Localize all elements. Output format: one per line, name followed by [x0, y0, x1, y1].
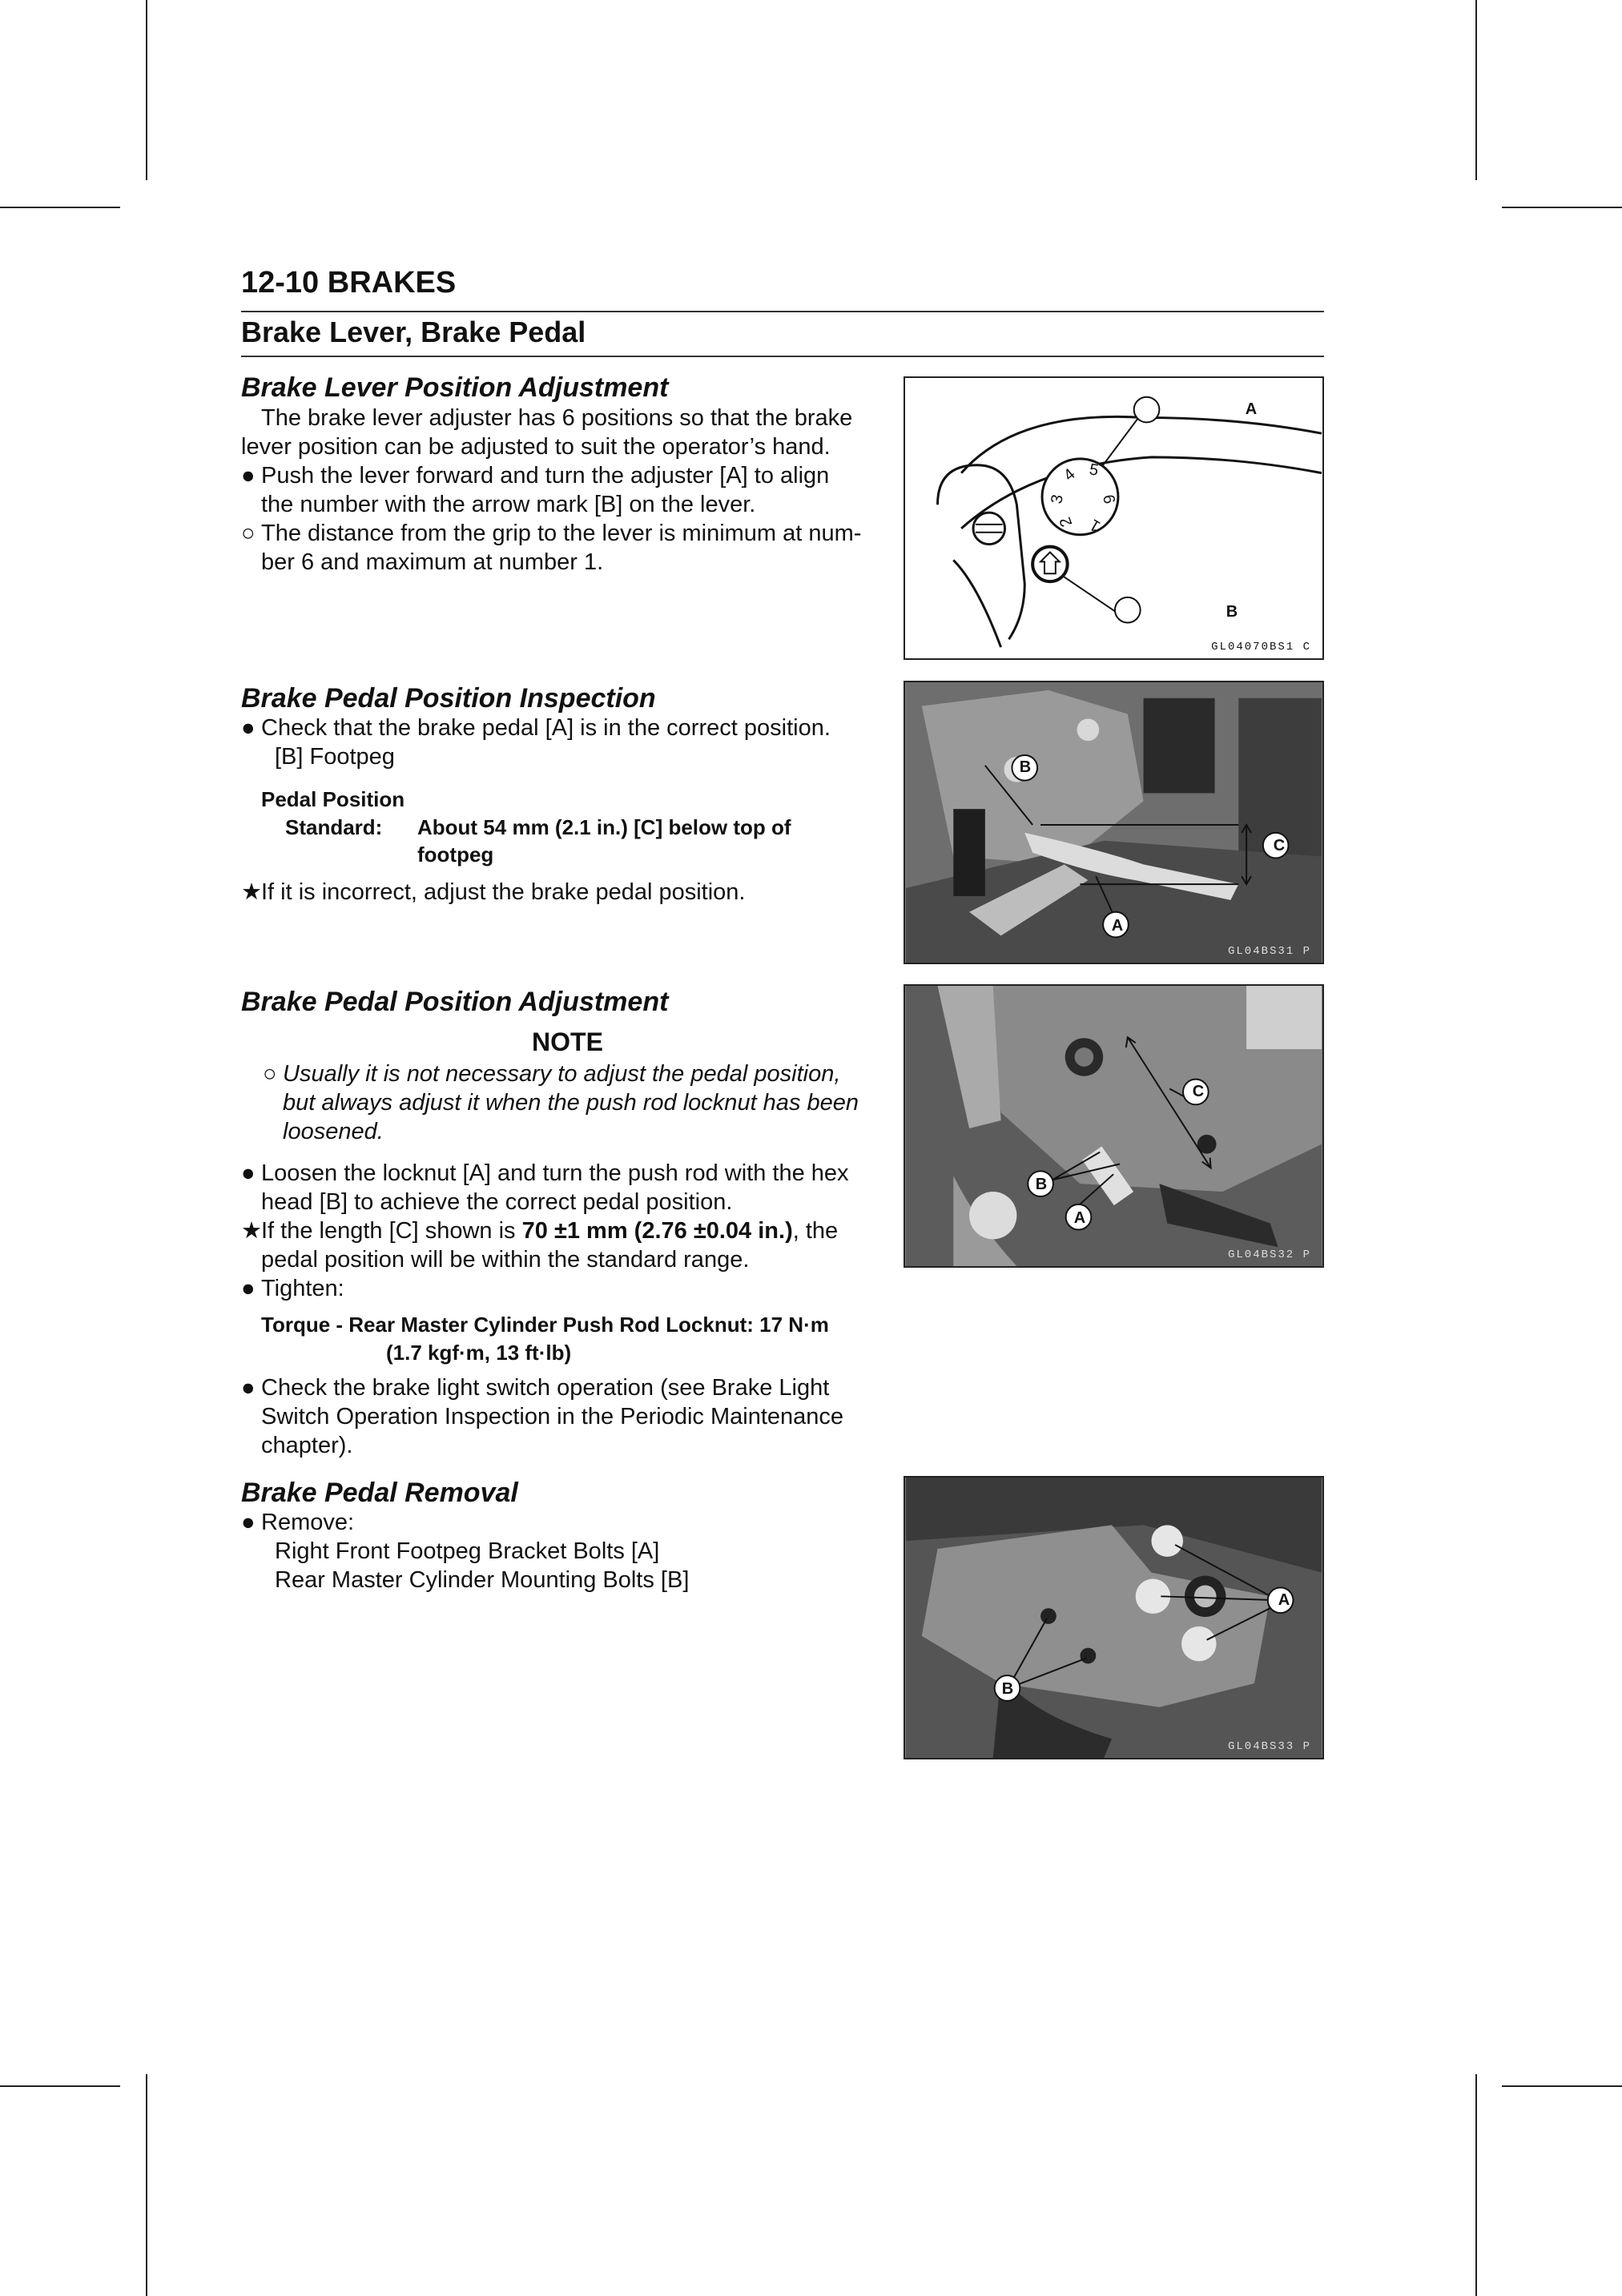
sub-circle-icon: ○: [263, 1061, 277, 1087]
bullet-text: Push the lever forward and turn the adjuster [A] to align: [261, 463, 830, 489]
torque-spec-cont: (1.7 kgf·m, 13 ft·lb): [386, 1341, 572, 1365]
callout-label-b: B: [1001, 1680, 1014, 1698]
section-title-pedal-inspection: Brake Pedal Position Inspection: [241, 683, 656, 714]
bullet-text-cont: Switch Operation Inspection in the Periodic Maintenance: [261, 1404, 844, 1429]
figure-pedal-removal-bolts: [904, 1476, 1324, 1759]
removal-item: Rear Master Cylinder Mounting Bolts [B]: [275, 1567, 690, 1593]
spec-value-cont: footpeg: [417, 842, 494, 867]
dial-number: 5: [1088, 460, 1101, 480]
star-text-cont: pedal position will be within the standard range.: [261, 1247, 750, 1273]
sub-text: The distance from the grip to the lever is minimum at num-: [261, 521, 862, 546]
push-rod-photo: [905, 986, 1322, 1266]
figure-code: GL04070BS1 C: [1211, 641, 1311, 653]
note-line: loosened.: [283, 1119, 384, 1144]
crop-mark: [146, 0, 147, 180]
dial-number: 2: [1056, 514, 1077, 529]
dial-number: 1: [1086, 515, 1104, 536]
section-title-pedal-removal: Brake Pedal Removal: [241, 1478, 518, 1508]
crop-mark: [0, 207, 120, 208]
page-header: 12-10 BRAKES: [241, 266, 457, 300]
star-text: If it is incorrect, adjust the brake pedal position.: [261, 879, 746, 905]
subheader-rule: [241, 356, 1324, 357]
star-text-bold: 70 ±1 mm (2.76 ±0.04 in.): [521, 1218, 793, 1244]
pedal-inspection-text: [241, 714, 874, 771]
spec-label: Standard:: [285, 815, 383, 839]
callout-label-a: A: [1245, 400, 1258, 418]
bullet-item: [241, 461, 874, 490]
crop-mark: [1502, 2085, 1622, 2087]
callout-label-a: A: [1111, 917, 1124, 935]
crop-mark: [1475, 2074, 1477, 2296]
pedal-adjustment-text: [241, 1159, 874, 1303]
star-text: , the: [792, 1218, 839, 1244]
callout-label-b: B: [1035, 1176, 1048, 1193]
page-subheader: Brake Lever, Brake Pedal: [241, 316, 586, 348]
bullet-text-cont: the number with the arrow mark [B] on the lever.: [261, 492, 756, 517]
note-title: NOTE: [532, 1027, 603, 1056]
dial-number: 3: [1048, 493, 1067, 505]
figure-code: GL04BS32 P: [1227, 1249, 1311, 1261]
pedal-removal-text: [241, 1508, 874, 1594]
callout-label-c: C: [1192, 1083, 1205, 1100]
lever-drawing: [905, 378, 1322, 658]
bullet-dot-icon: ●: [241, 463, 256, 489]
bullet-dot-icon: ●: [241, 1276, 256, 1301]
figure-code: GL04BS33 P: [1227, 1740, 1311, 1753]
crop-mark: [0, 2085, 120, 2087]
figure-brake-lever-adjuster: [904, 376, 1324, 660]
bullet-dot-icon: ●: [241, 1375, 256, 1401]
note-line: Usually it is not necessary to adjust the pedal position,: [283, 1061, 841, 1087]
bullet-text: Remove:: [261, 1510, 355, 1535]
star-icon: ★: [241, 879, 262, 905]
callout-label-a: A: [1278, 1591, 1290, 1609]
spec-value: About 54 mm (2.1 in.) [C] below top of: [417, 815, 791, 839]
figure-push-rod-length: [904, 984, 1324, 1268]
callout-label-b: B: [1019, 758, 1032, 776]
bullet-item: [241, 1508, 874, 1537]
crop-mark: [1475, 0, 1477, 180]
intro-line: The brake lever adjuster has 6 positions so that the brake: [261, 405, 853, 431]
bullet-text: Check that the brake pedal [A] is in the correct position.: [261, 715, 831, 741]
sub-item: [241, 519, 874, 548]
torque-spec: Torque - Rear Master Cylinder Push Rod Locknut: 17 N·m: [261, 1313, 829, 1337]
figure-brake-pedal-position: [904, 681, 1324, 964]
dial-number: 6: [1099, 493, 1118, 505]
section-title-pedal-adjustment: Brake Pedal Position Adjustment: [241, 987, 669, 1017]
section-title-lever-adjustment: Brake Lever Position Adjustment: [241, 372, 669, 403]
star-text: If the length [C] shown is: [261, 1218, 522, 1244]
legend-footpeg: [B] Footpeg: [275, 744, 395, 770]
note-text: [263, 1060, 875, 1146]
removal-item: Right Front Footpeg Bracket Bolts [A]: [275, 1538, 660, 1564]
removal-photo: [905, 1478, 1322, 1758]
crop-mark: [146, 2074, 147, 2296]
bullet-text: Check the brake light switch operation (see Brake Light: [261, 1375, 830, 1401]
bullet-text-cont: chapter).: [261, 1433, 353, 1458]
bullet-dot-icon: ●: [241, 1510, 256, 1535]
bullet-item: [241, 1373, 874, 1402]
header-rule: [241, 311, 1324, 312]
bullet-text: Loosen the locknut [A] and turn the push rod with the hex: [261, 1160, 849, 1186]
bullet-item: [241, 714, 874, 742]
bullet-item: [241, 1274, 874, 1303]
bullet-text-cont: head [B] to achieve the correct pedal position.: [261, 1189, 733, 1215]
sub-text-cont: ber 6 and maximum at number 1.: [261, 549, 604, 575]
bullet-item: [241, 1159, 874, 1188]
bullet-dot-icon: ●: [241, 715, 256, 741]
bullet-text: Tighten:: [261, 1276, 344, 1301]
star-icon: ★: [241, 1218, 262, 1244]
star-item: [241, 1216, 874, 1245]
spec-title: Pedal Position: [261, 787, 405, 811]
callout-label-a: A: [1073, 1209, 1086, 1227]
callout-label-c: C: [1273, 837, 1286, 854]
pedal-adjustment-text-2: [241, 1373, 874, 1460]
intro-line: lever position can be adjusted to suit the operator’s hand.: [241, 434, 831, 460]
bullet-dot-icon: ●: [241, 1160, 256, 1186]
dial-number: 4: [1060, 465, 1079, 485]
figure-code: GL04BS31 P: [1227, 945, 1311, 958]
sub-circle-icon: ○: [241, 521, 256, 546]
note-line: but always adjust it when the push rod locknut has been: [283, 1090, 859, 1116]
lever-adjustment-text: [241, 404, 874, 577]
callout-label-b: B: [1226, 603, 1238, 621]
crop-mark: [1502, 207, 1622, 208]
star-item: [241, 878, 874, 907]
